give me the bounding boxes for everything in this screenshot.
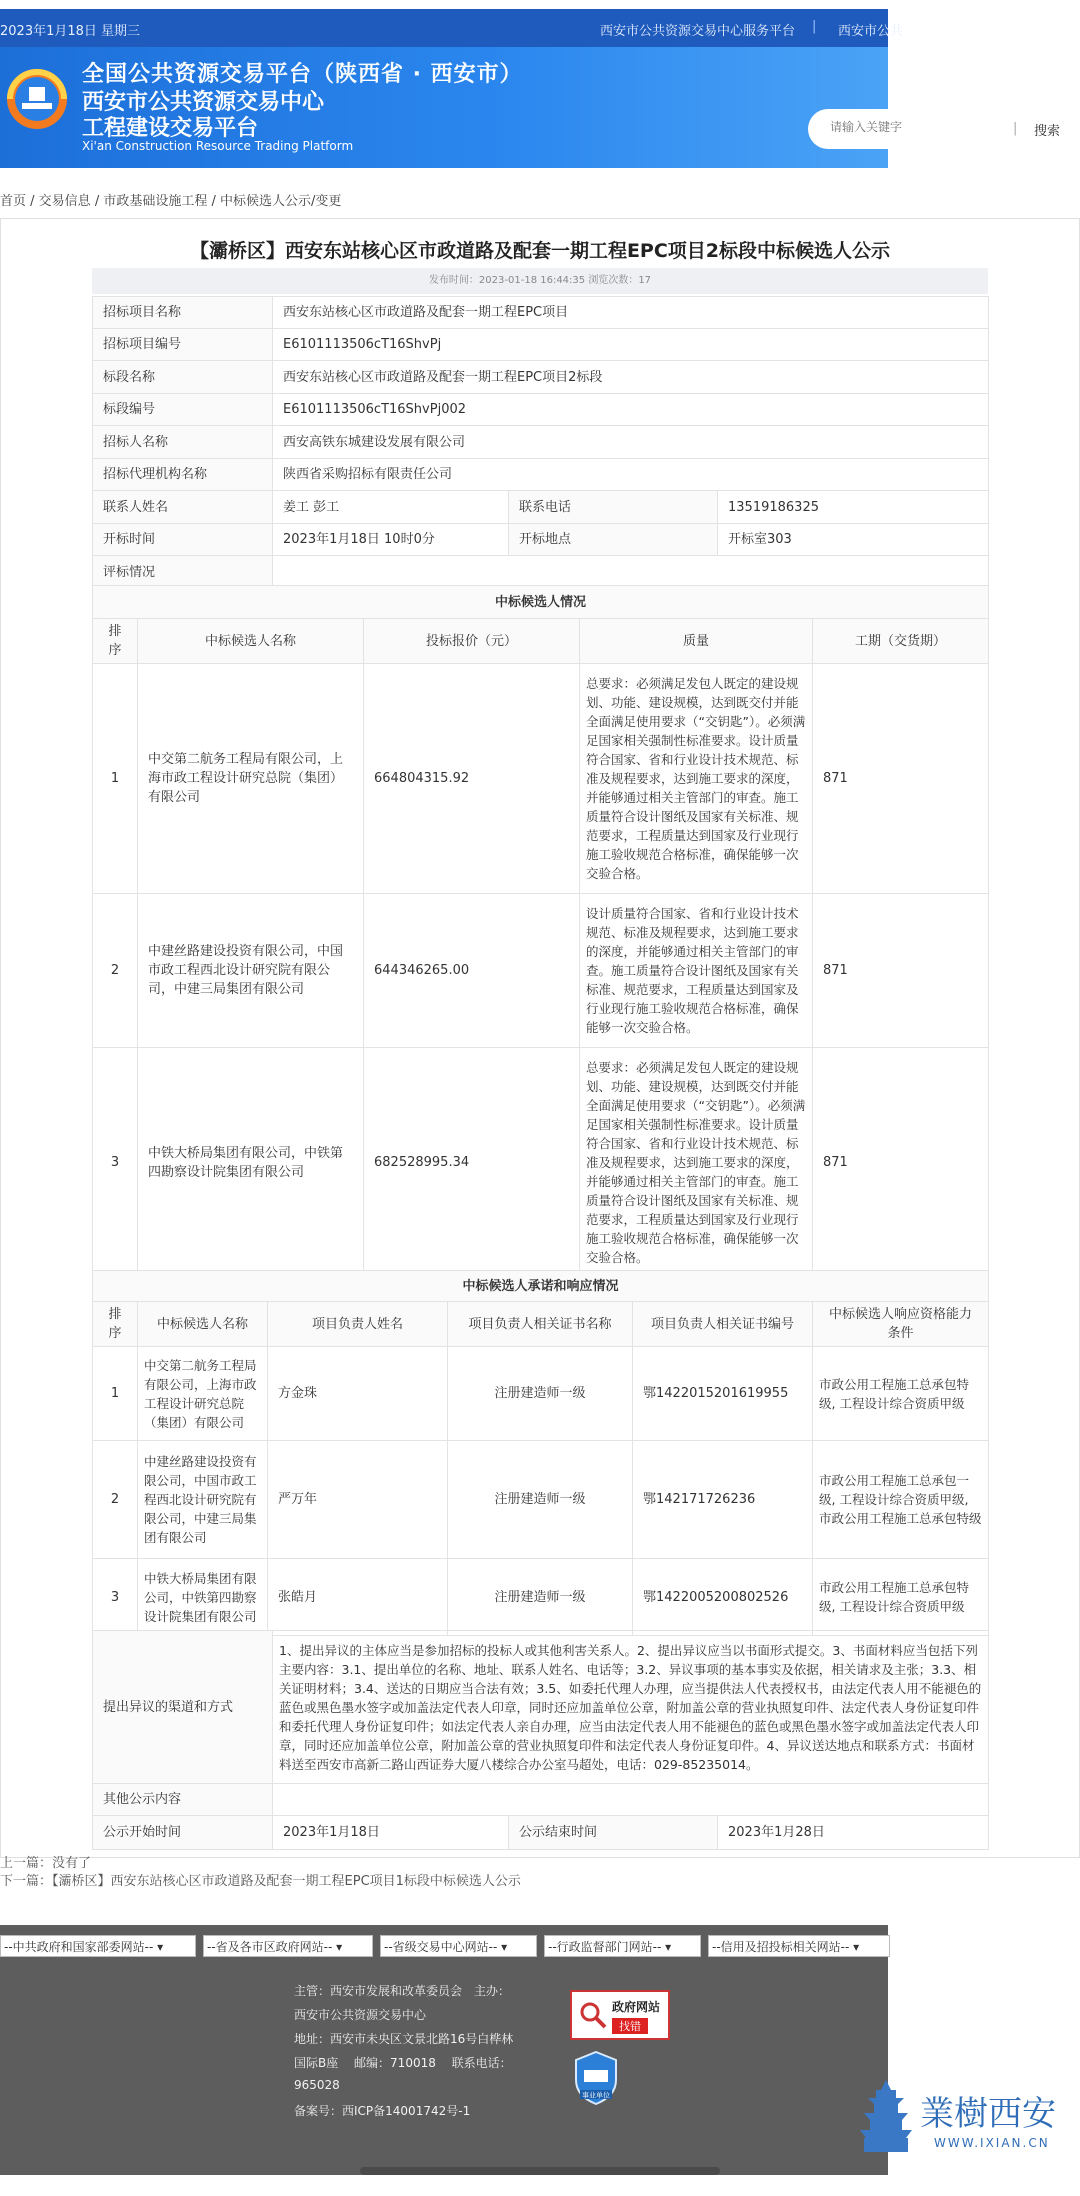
col-cert-name: 项目负责人相关证书名称: [448, 1302, 633, 1347]
bid-price-cell: 664804315.92: [364, 664, 580, 894]
select-label: --中共政府和国家部委网站--: [4, 1940, 154, 1954]
period-cell: 871: [813, 1048, 989, 1278]
center-title: 西安市公共资源交易中心: [82, 90, 325, 115]
service-center-link[interactable]: 西安市公共资源交易中心服务平台: [600, 24, 796, 39]
contact: 姜工 彭工: [273, 491, 509, 524]
manager-cell: 方金珠: [268, 1347, 448, 1441]
table-row: [93, 1441, 989, 1559]
eval-value: [273, 556, 989, 589]
agency: 陕西省采购招标有限责任公司: [273, 459, 989, 491]
select-province-gov[interactable]: --省及各市区政府网站-- ▾: [203, 1935, 373, 1957]
tenderer: 西安高铁东城建设发展有限公司: [273, 426, 989, 459]
manager-cell: 张皓月: [268, 1559, 448, 1636]
cert-no-cell: 鄂142171726236: [633, 1441, 813, 1559]
select-supervision[interactable]: --行政监督部门网站-- ▾: [544, 1935, 701, 1957]
cert-no-cell: 鄂1422005200802526: [633, 1559, 813, 1636]
current-date: 2023年1月18日 星期三: [0, 24, 141, 39]
breadcrumb-current[interactable]: 中标候选人公示/变更: [220, 194, 342, 209]
quality-cell: 设计质量符合国家、省和行业设计技术规范、标准及规程要求，达到施工要求的深度，并能够通过相关主管部门的审查。施工质量符合设计图纸及国家有关标准、规范要求，工程质量达到国家及行业现行施工验收规范合格标准，确保能够一次交验合格。: [580, 894, 813, 1048]
search-button[interactable]: 搜索: [1034, 124, 1061, 139]
platform-english-title: Xi'an Construction Resource Trading Platform: [82, 139, 354, 153]
table-row: [93, 1048, 989, 1278]
top-bar: [0, 9, 904, 47]
cert-name-cell: 注册建造师一级: [448, 1441, 633, 1559]
gov-link[interactable]: 西安市公共: [838, 24, 904, 39]
footer-organizer: 西安市公共资源交易中心: [294, 2008, 427, 2022]
search-box: [808, 109, 1080, 149]
rank-cell: 3: [93, 1048, 138, 1278]
cert-name-cell: 注册建造师一级: [448, 1559, 633, 1636]
home-indicator[interactable]: [360, 2167, 720, 2175]
platform-logo-icon: [0, 59, 74, 133]
col-qualification: 中标候选人响应资格能力条件: [813, 1302, 989, 1347]
footer-postcode: 国际B座 邮编：710018 联系电话：: [294, 2056, 512, 2070]
nav-trading[interactable]: 交易信息: [820, 190, 876, 206]
gov-site-error-badge[interactable]: [570, 1990, 670, 2040]
next-article: [0, 1870, 521, 1889]
candidate-name-cell: 中铁大桥局集团有限公司，中铁第四勘察设计院集团有限公司: [138, 1048, 364, 1278]
commitments-table: [92, 1270, 989, 1636]
phone-label: 联系电话: [509, 491, 718, 524]
breadcrumb-sep: /: [90, 194, 104, 209]
end-date: 2023年1月28日: [718, 1816, 989, 1850]
quality-cell: 总要求：必须满足发包人既定的建设规划、功能、建设规模，达到既交付并能全面满足使用要求（“交钥匙”）。必须满足国家相关强制性标准要求。设计质量符合国家、省和行业设计技术规范、标准及规程要求，达到施工要求的深度，并能够通过相关主管部门的审查。施工质量符合设计图纸及国家有关标准、规范要求，工程质量达到国家及行业现行施工验收规范合格标准，确保能够一次交验合格。: [580, 1048, 813, 1278]
badge-sub: 找错: [612, 2018, 648, 2034]
col-cert-no: 项目负责人相关证书编号: [633, 1302, 813, 1347]
rank-cell: 2: [93, 1441, 138, 1559]
end-label: 公示结束时间: [509, 1816, 718, 1850]
col-quality: 质量: [580, 619, 813, 664]
col-rank: 排序: [93, 1302, 138, 1347]
open-place-label: 开标地点: [509, 524, 718, 556]
cert-name-cell: 注册建造师一级: [448, 1347, 633, 1441]
nav-home[interactable]: 首 页: [572, 190, 605, 206]
section-name: 西安东站核心区市政道路及配套一期工程EPC项目2标段: [273, 361, 989, 394]
trading-platform-title: 工程建设交易平台: [82, 116, 259, 141]
prev-link[interactable]: 没有了: [52, 1856, 92, 1871]
select-label: --省级交易中心网站--: [384, 1940, 498, 1954]
watermark-logo-text: 業樹西安: [920, 2094, 1056, 2134]
breadcrumb-trading[interactable]: 交易信息: [38, 194, 91, 209]
qualification-cell: 市政公用工程施工总承包一级, 工程设计综合资质甲级, 市政公用工程施工总承包特级: [813, 1441, 989, 1559]
prev-article: [0, 1852, 91, 1871]
pagoda-icon: [858, 2080, 914, 2152]
period-cell: 871: [813, 664, 989, 894]
seal-text: 事业单位: [582, 2091, 610, 2100]
table-row: [93, 664, 989, 894]
watermark-url: WWW.IXIAN.CN: [934, 2136, 1050, 2150]
commitments-section-title: 中标候选人承诺和响应情况: [93, 1271, 989, 1302]
project-name-label: 招标项目名称: [93, 297, 273, 329]
breadcrumb: [0, 190, 341, 209]
info-table: [92, 296, 989, 589]
objection-text: 1、提出异议的主体应当是参加招标的投标人或其他利害关系人。2、提出异议应当以书面形式提交。3、书面材料应当包括下列主要内容：3.1、提出单位的名称、地址、联系人姓名、电话等；3.2、异议事项的基本事实及依据，相关请求及主张；3.3、相关证明材料；3.4、送达的日期应当合法有效；3.5、如委托代理人办理，应当提供法人代表授权书，由法定代表人用不能褪色的蓝色或黑色墨水签字或加盖法定代表人印章，同时还应加盖单位公章，附加盖公章的营业执照复印件、法定代表人身份证复印件和委托代理人身份证复印件；如法定代表人亲自办理，应当由法定代表人用不能褪色的蓝色或黑色墨水签字或加盖法定代表人印章，同时还应加盖单位公章，附加盖公章的营业执照复印件和法定代表人身份证复印件。4、异议送达地点和联系方式：书面材料送至西安市高新二路山西证券大厦八楼综合办公室马超处，电话：029-85235014。: [273, 1631, 989, 1784]
section-no-label: 标段编号: [93, 394, 273, 426]
top-separator: |: [812, 19, 817, 34]
breadcrumb-sep: /: [207, 194, 221, 209]
start-date: 2023年1月18日: [273, 1816, 509, 1850]
footer-icp[interactable]: 备案号：西ICP备14001742号-1: [294, 2104, 471, 2118]
section-no: E6101113506cT16ShvPj002: [273, 394, 989, 426]
rank-cell: 1: [93, 1347, 138, 1441]
next-label: 下一篇：: [0, 1874, 53, 1889]
rank-cell: 1: [93, 664, 138, 894]
col-candidate-name: 中标候选人名称: [138, 619, 364, 664]
select-central-gov[interactable]: --中共政府和国家部委网站-- ▾: [0, 1935, 196, 1957]
manager-cell: 严万年: [268, 1441, 448, 1559]
prev-label: 上一篇：: [0, 1856, 53, 1871]
quality-cell: 总要求：必须满足发包人既定的建设规划、功能、建设规模，达到既交付并能全面满足使用要求（“交钥匙”）。必须满足国家相关强制性标准要求。设计质量符合国家、省和行业设计技术规范、标准及规程要求，达到施工要求的深度，并能够通过相关主管部门的审查。施工质量符合设计图纸及国家有关标准、规范要求，工程质量达到国家及行业现行施工验收规范合格标准，确保能够一次交验合格。: [580, 664, 813, 894]
col-rank: 排序: [93, 619, 138, 664]
project-name: 西安东站核心区市政道路及配套一期工程EPC项目: [273, 297, 989, 329]
breadcrumb-municipal[interactable]: 市政基础设施工程: [103, 194, 208, 209]
project-no-label: 招标项目编号: [93, 329, 273, 361]
objection-table: [92, 1630, 989, 1850]
search-input[interactable]: [828, 119, 982, 135]
candidates-table: [92, 585, 989, 1278]
candidate-name-cell: 中交第二航务工程局有限公司，上海市政工程设计研究总院（集团）有限公司: [138, 1347, 268, 1441]
candidate-name-cell: 中建丝路建设投资有限公司，中国市政工程西北设计研究院有限公司，中建三局集团有限公司: [138, 1441, 268, 1559]
open-place: 开标室303: [718, 524, 989, 556]
select-label: --行政监督部门网站--: [548, 1940, 662, 1954]
phone: 13519186325: [718, 491, 989, 524]
cert-no-cell: 鄂1422015201619955: [633, 1347, 813, 1441]
nav-news[interactable]: 综合动态: [648, 190, 704, 206]
agency-label: 招标代理机构名称: [93, 459, 273, 491]
candidate-name-cell: 中建丝路建设投资有限公司，中国市政工程西北设计研究院有限公司，中建三局集团有限公司: [138, 894, 364, 1048]
search-divider: |: [1013, 121, 1018, 136]
col-bid-price: 投标报价（元）: [364, 619, 580, 664]
article-title: 【灞桥区】西安东站核心区市政道路及配套一期工程EPC项目2标段中标候选人公示: [189, 240, 891, 262]
select-label: --信用及招投标相关网站--: [712, 1940, 850, 1954]
magnifier-icon: [578, 2000, 608, 2030]
col-candidate-name: 中标候选人名称: [138, 1302, 268, 1347]
candidate-name-cell: 中铁大桥局集团有限公司，中铁第四勘察设计院集团有限公司: [138, 1559, 268, 1636]
nav-subjects[interactable]: 主体信息: [734, 190, 790, 206]
objection-label: 提出异议的渠道和方式: [93, 1631, 273, 1784]
footer-address: 地址：西安市未央区文景北路16号白桦林: [294, 2032, 514, 2046]
article-meta: 发布时间：2023-01-18 16:44:35 浏览次数：17: [92, 268, 988, 294]
section-name-label: 标段名称: [93, 361, 273, 394]
project-no: E6101113506cT16ShvPj: [273, 329, 989, 361]
eval-label: 评标情况: [93, 556, 273, 589]
site-footer: [0, 1925, 888, 2175]
footer-sponsor: 主管：西安市发展和改革委员会 主办：: [294, 1984, 511, 1998]
open-time-label: 开标时间: [93, 524, 273, 556]
qualification-cell: 市政公用工程施工总承包特级, 工程设计综合资质甲级: [813, 1559, 989, 1636]
col-manager: 项目负责人姓名: [268, 1302, 448, 1347]
select-credit[interactable]: --信用及招投标相关网站-- ▾: [708, 1935, 890, 1957]
watermark: [858, 2080, 1068, 2160]
candidates-section-title: 中标候选人情况: [93, 586, 989, 619]
footer-phone: 965028: [294, 2078, 340, 2092]
table-row: [93, 1347, 989, 1441]
candidate-name-cell: 中交第二航务工程局有限公司，上海市政工程设计研究总院（集团）有限公司: [138, 664, 364, 894]
col-period: 工期（交货期）: [813, 619, 989, 664]
start-label: 公示开始时间: [93, 1816, 273, 1850]
table-row: [93, 1559, 989, 1636]
public-institution-seal-icon[interactable]: [572, 2050, 620, 2106]
period-cell: 871: [813, 894, 989, 1048]
table-row: [93, 894, 989, 1048]
other-value: [273, 1784, 989, 1816]
next-link[interactable]: 【灞桥区】西安东站核心区市政道路及配套一期工程EPC项目1标段中标候选人公示: [52, 1874, 521, 1889]
breadcrumb-sep: /: [26, 194, 39, 209]
qualification-cell: 市政公用工程施工总承包特级, 工程设计综合资质甲级: [813, 1347, 989, 1441]
rank-cell: 3: [93, 1559, 138, 1636]
select-label: --省及各市区政府网站--: [207, 1940, 333, 1954]
contact-label: 联系人姓名: [93, 491, 273, 524]
select-trading-centers[interactable]: --省级交易中心网站-- ▾: [380, 1935, 537, 1957]
badge-title: 政府网站: [612, 2000, 661, 2014]
bid-price-cell: 682528995.34: [364, 1048, 580, 1278]
bid-price-cell: 644346265.00: [364, 894, 580, 1048]
tenderer-label: 招标人名称: [93, 426, 273, 459]
rank-cell: 2: [93, 894, 138, 1048]
breadcrumb-home[interactable]: 首页: [0, 194, 27, 209]
other-label: 其他公示内容: [93, 1784, 273, 1816]
platform-title: 全国公共资源交易平台（陕西省 · 西安市）: [82, 62, 523, 87]
open-time: 2023年1月18日 10时0分: [273, 524, 509, 556]
